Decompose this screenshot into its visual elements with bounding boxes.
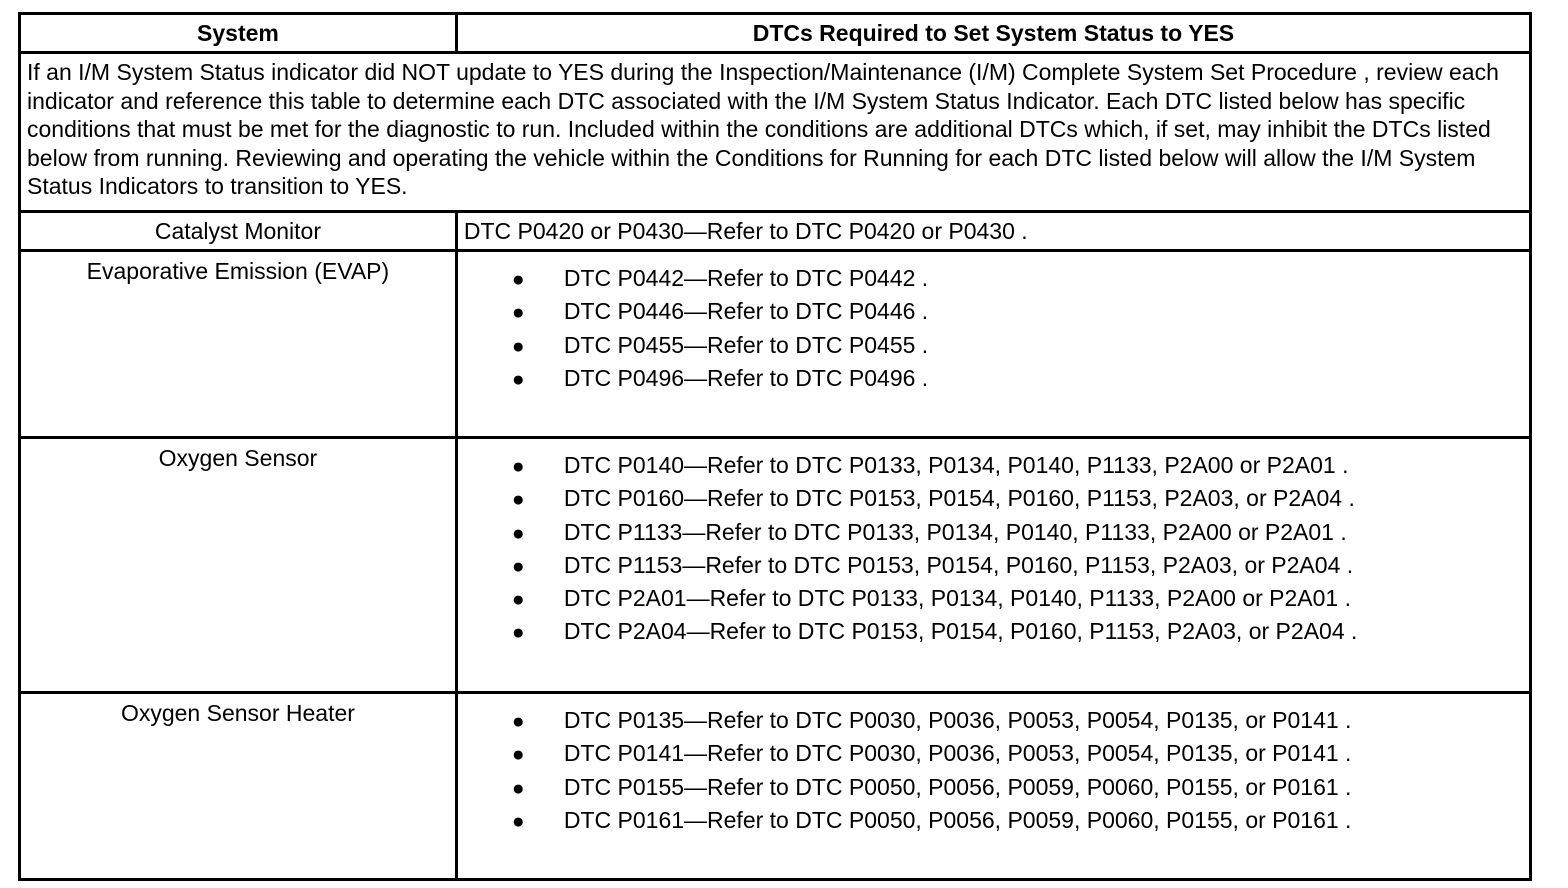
list-item [458,739,1529,772]
list-item [458,484,1529,517]
dtc-item-text: DTC P0155—Refer to DTC P0050, P0056, P0059, P0060, P0155, or P0161 . [563,773,1352,800]
bullet-icon: ● [511,334,525,358]
intro-paragraph: If an I/M System Status indicator did NOT update to YES during the Inspection/Maintenance (I/M) Complete System Set Procedure , review each indicator and reference this table to determine each DTC associated with the I/M System Status Indicator. Each DTC listed below has specific conditions that must be met for the diagnostic to run. Included within the conditions are additional DTCs which, if set, may inhibit the DTCs listed below from running. Reviewing and operating the vehicle within the Conditions for Running for each DTC listed below will allow the I/M System Status Indicators to transition to YES. [20,53,1531,212]
bullet-icon: ● [511,301,525,325]
list-item [458,297,1529,330]
dtcs-column-header: DTCs Required to Set System Status to YES [456,14,1530,53]
system-name-catalyst-monitor: Catalyst Monitor [20,212,457,251]
header-row [20,14,1531,53]
list-item [458,706,1529,739]
table-row [20,251,1531,438]
bullet-icon: ● [511,521,525,545]
table-row [20,693,1531,880]
intro-row [20,53,1531,212]
dtc-list-cell-evap [456,251,1530,438]
dtc-item-text: DTC P0455—Refer to DTC P0455 . [563,331,929,358]
dtc-item-text: DTC P0140—Refer to DTC P0133, P0134, P0140, P1133, P2A00 or P2A01 . [563,452,1349,478]
dtc-text-catalyst-monitor: DTC P0420 or P0430—Refer to DTC P0420 or P0430 . [456,212,1530,251]
list-item [458,264,1529,297]
dtc-item-text: DTC P0161—Refer to DTC P0050, P0056, P0059, P0060, P0155, or P0161 . [563,806,1352,833]
dtc-item-text: DTC P0141—Refer to DTC P0030, P0036, P0053, P0054, P0135, or P0141 . [563,740,1352,767]
dtc-item-text: DTC P0446—Refer to DTC P0446 . [563,298,929,325]
list-item [458,551,1529,584]
dtc-list-cell-oxygen-sensor [456,438,1530,693]
list-item [458,584,1529,617]
bullet-icon: ● [511,588,525,612]
list-item [458,773,1529,806]
table-row [20,438,1531,693]
dtc-item-text: DTC P0160—Refer to DTC P0153, P0154, P0160, P1153, P2A03, or P2A04 . [563,485,1355,512]
dtc-list-oxygen-sensor [458,439,1529,651]
dtc-item-text: DTC P2A01—Refer to DTC P0133, P0134, P0140, P1133, P2A00 or P2A01 . [563,585,1352,612]
system-name-oxygen-sensor: Oxygen Sensor [20,438,457,693]
dtc-item-text: DTC P0496—Refer to DTC P0496 . [563,364,929,391]
table-row [20,212,1531,251]
dtc-list-oxygen-sensor-heater [458,694,1529,839]
list-item [458,451,1529,484]
bullet-icon: ● [511,367,525,391]
list-item [458,518,1529,551]
bullet-icon: ● [511,621,525,645]
list-item [458,331,1529,364]
bullet-icon: ● [511,710,525,733]
dtc-system-status-table [18,12,1532,881]
bullet-icon: ● [511,776,525,800]
bullet-icon: ● [511,455,525,478]
bullet-icon: ● [511,268,525,291]
bullet-icon: ● [511,743,525,767]
dtc-item-text: DTC P0135—Refer to DTC P0030, P0036, P0053, P0054, P0135, or P0141 . [563,707,1352,733]
dtc-list-evap [458,252,1529,397]
system-name-oxygen-sensor-heater: Oxygen Sensor Heater [20,693,457,880]
list-item [458,806,1529,839]
list-item [458,617,1529,650]
list-item [458,364,1529,397]
dtc-item-text: DTC P0442—Refer to DTC P0442 . [563,265,929,291]
dtc-item-text: DTC P1153—Refer to DTC P0153, P0154, P0160, P1153, P2A03, or P2A04 . [563,551,1354,578]
bullet-icon: ● [511,488,525,512]
dtc-list-cell-oxygen-sensor-heater [456,693,1530,880]
dtc-item-text: DTC P1133—Refer to DTC P0133, P0134, P0140, P1133, P2A00 or P2A01 . [563,518,1347,545]
system-column-header: System [20,14,457,53]
bullet-icon: ● [511,809,525,833]
bullet-icon: ● [511,554,525,578]
dtc-item-text: DTC P2A04—Refer to DTC P0153, P0154, P0160, P1153, P2A03, or P2A04 . [563,618,1358,645]
system-name-evap: Evaporative Emission (EVAP) [20,251,457,438]
